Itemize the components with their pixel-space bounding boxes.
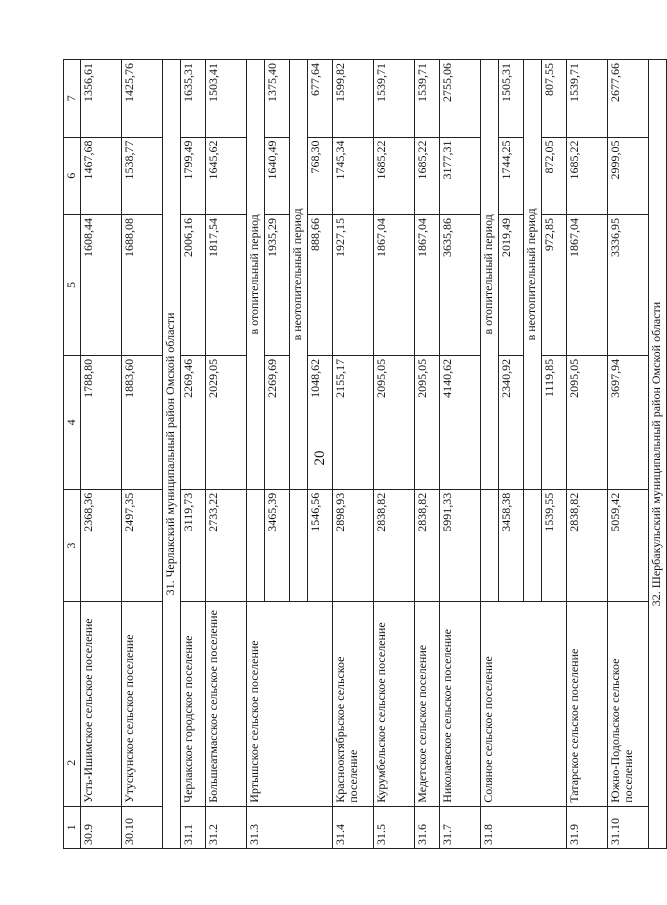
- period-label: в отопительный период: [247, 60, 265, 490]
- value-cell: 1539,71: [415, 60, 440, 138]
- value-cell: 4140,62: [440, 355, 481, 489]
- value-cell: 1935,29: [265, 215, 290, 356]
- value-cell: 2838,82: [374, 489, 415, 602]
- value-cell: 2269,69: [265, 355, 290, 489]
- settlement-name: Южно-Подольское сельское поселение: [608, 602, 649, 806]
- value-cell: 2898,93: [333, 489, 374, 602]
- value-cell: 1505,31: [499, 60, 524, 138]
- value-cell: 2755,06: [440, 60, 481, 138]
- value-cell: 2095,05: [374, 355, 415, 489]
- value-cell: 1467,68: [81, 137, 122, 214]
- settlement-name: Соляное сельское поселение: [481, 602, 567, 806]
- header-cell: 2: [64, 602, 81, 806]
- value-cell: 1799,49: [181, 137, 206, 214]
- row-index: 31.4: [333, 806, 374, 848]
- value-cell: 1546,56: [308, 489, 333, 602]
- value-cell: 2677,66: [608, 60, 649, 138]
- value-cell: 3635,86: [440, 215, 481, 356]
- row-index: 31.9: [567, 806, 608, 848]
- value-cell: 3119,73: [181, 489, 206, 602]
- section-row: [649, 60, 667, 849]
- value-cell: 2006,16: [181, 215, 206, 356]
- settlement-name: Татарское сельское поселение: [567, 602, 608, 806]
- value-cell: 1685,22: [567, 137, 608, 214]
- table-row: [333, 60, 374, 849]
- table-row: [440, 60, 481, 849]
- value-cell: 3458,38: [499, 489, 524, 602]
- header-cell: 5: [64, 215, 81, 356]
- value-cell: 1645,62: [206, 137, 247, 214]
- table-row: [81, 60, 122, 849]
- value-cell: 807,55: [542, 60, 567, 138]
- value-cell: 2497,35: [122, 489, 163, 602]
- header-cell: 6: [64, 137, 81, 214]
- page-number: 20: [312, 450, 328, 466]
- row-index: 31.1: [181, 806, 206, 848]
- value-cell: 1538,77: [122, 137, 163, 214]
- section-title: 32. Шербакульский муниципальный район Омской области: [649, 60, 667, 849]
- value-cell: 2999,05: [608, 137, 649, 214]
- table-row: [181, 60, 206, 849]
- period-label: в неотопительный период: [290, 60, 308, 490]
- value-cell: 768,30: [308, 137, 333, 214]
- header-cell: 1: [64, 806, 81, 848]
- settlement-name: Черлакское городское поселение: [181, 602, 206, 806]
- tariff-table: [63, 59, 667, 849]
- value-cell: 2019,49: [499, 215, 524, 356]
- value-cell: 3336,95: [608, 215, 649, 356]
- value-cell: 2838,82: [567, 489, 608, 602]
- settlement-name: Большеатмасское сельское поселение: [206, 602, 247, 806]
- table-header-row: [64, 60, 81, 849]
- table-row: [608, 60, 649, 849]
- value-cell: 1048,62: [308, 355, 333, 489]
- row-index: 30.10: [122, 806, 163, 848]
- value-cell: 5991,33: [440, 489, 481, 602]
- value-cell: 1685,22: [374, 137, 415, 214]
- settlement-name: Иртышское сельское поселение: [247, 602, 333, 806]
- value-cell: 1817,54: [206, 215, 247, 356]
- period-label-row: [247, 60, 265, 849]
- header-cell: 3: [64, 489, 81, 602]
- period-label: в отопительный период: [481, 60, 499, 490]
- value-cell: 1539,71: [374, 60, 415, 138]
- value-cell: 2095,05: [567, 355, 608, 489]
- period-label: в неотопительный период: [524, 60, 542, 490]
- section-row: [163, 60, 181, 849]
- value-cell: 1685,22: [415, 137, 440, 214]
- settlement-name: Утускунское сельское поселение: [122, 602, 163, 806]
- value-cell: 1425,76: [122, 60, 163, 138]
- value-cell: 1599,82: [333, 60, 374, 138]
- value-cell: 2029,05: [206, 355, 247, 489]
- value-cell: 2155,17: [333, 355, 374, 489]
- value-cell: 1356,61: [81, 60, 122, 138]
- row-index: 31.8: [481, 806, 567, 848]
- table-row: [122, 60, 163, 849]
- value-cell: 5059,42: [608, 489, 649, 602]
- row-index: 30.9: [81, 806, 122, 848]
- value-cell: 2733,22: [206, 489, 247, 602]
- value-cell: 1688,08: [122, 215, 163, 356]
- empty-cell: [524, 489, 542, 602]
- table-row: [206, 60, 247, 849]
- tariff-table-container: [63, 59, 663, 849]
- row-index: 31.6: [415, 806, 440, 848]
- value-cell: 2838,82: [415, 489, 440, 602]
- value-cell: 1867,04: [567, 215, 608, 356]
- header-cell: 7: [64, 60, 81, 138]
- value-cell: 1635,31: [181, 60, 206, 138]
- empty-cell: [290, 489, 308, 602]
- value-cell: 677,64: [308, 60, 333, 138]
- row-index: 31.7: [440, 806, 481, 848]
- section-title: 31. Черлакский муниципальный район Омской области: [163, 60, 181, 849]
- value-cell: 1788,80: [81, 355, 122, 489]
- row-index: 31.2: [206, 806, 247, 848]
- value-cell: 1745,34: [333, 137, 374, 214]
- value-cell: 3465,39: [265, 489, 290, 602]
- value-cell: 2340,92: [499, 355, 524, 489]
- row-index: 31.3: [247, 806, 333, 848]
- value-cell: 2368,36: [81, 489, 122, 602]
- settlement-name: Усть-Ишимское сельское поселение: [81, 602, 122, 806]
- empty-cell: [481, 489, 499, 602]
- table-row: [567, 60, 608, 849]
- value-cell: 2095,05: [415, 355, 440, 489]
- settlement-name: Курумбельское сельское поселение: [374, 602, 415, 806]
- value-cell: 1539,55: [542, 489, 567, 602]
- value-cell: 872,05: [542, 137, 567, 214]
- value-cell: 1503,41: [206, 60, 247, 138]
- value-cell: 1119,85: [542, 355, 567, 489]
- header-cell: 4: [64, 355, 81, 489]
- value-cell: 1608,44: [81, 215, 122, 356]
- value-cell: 1867,04: [374, 215, 415, 356]
- value-cell: 1744,25: [499, 137, 524, 214]
- value-cell: 2269,46: [181, 355, 206, 489]
- value-cell: 1927,15: [333, 215, 374, 356]
- value-cell: 1640,49: [265, 137, 290, 214]
- row-index: 31.5: [374, 806, 415, 848]
- value-cell: 1883,60: [122, 355, 163, 489]
- value-cell: 1867,04: [415, 215, 440, 356]
- table-row: [415, 60, 440, 849]
- row-index: 31.10: [608, 806, 649, 848]
- value-cell: 888,66: [308, 215, 333, 356]
- table-row: [374, 60, 415, 849]
- empty-cell: [247, 489, 265, 602]
- value-cell: 3177,31: [440, 137, 481, 214]
- value-cell: 1375,40: [265, 60, 290, 138]
- value-cell: 1539,71: [567, 60, 608, 138]
- value-cell: 972,85: [542, 215, 567, 356]
- settlement-name: Николаевское сельское поселение: [440, 602, 481, 806]
- settlement-name: Медетское сельское поселение: [415, 602, 440, 806]
- period-label-row: [481, 60, 499, 849]
- settlement-name: Краснооктябрьское сельское поселение: [333, 602, 374, 806]
- value-cell: 3697,94: [608, 355, 649, 489]
